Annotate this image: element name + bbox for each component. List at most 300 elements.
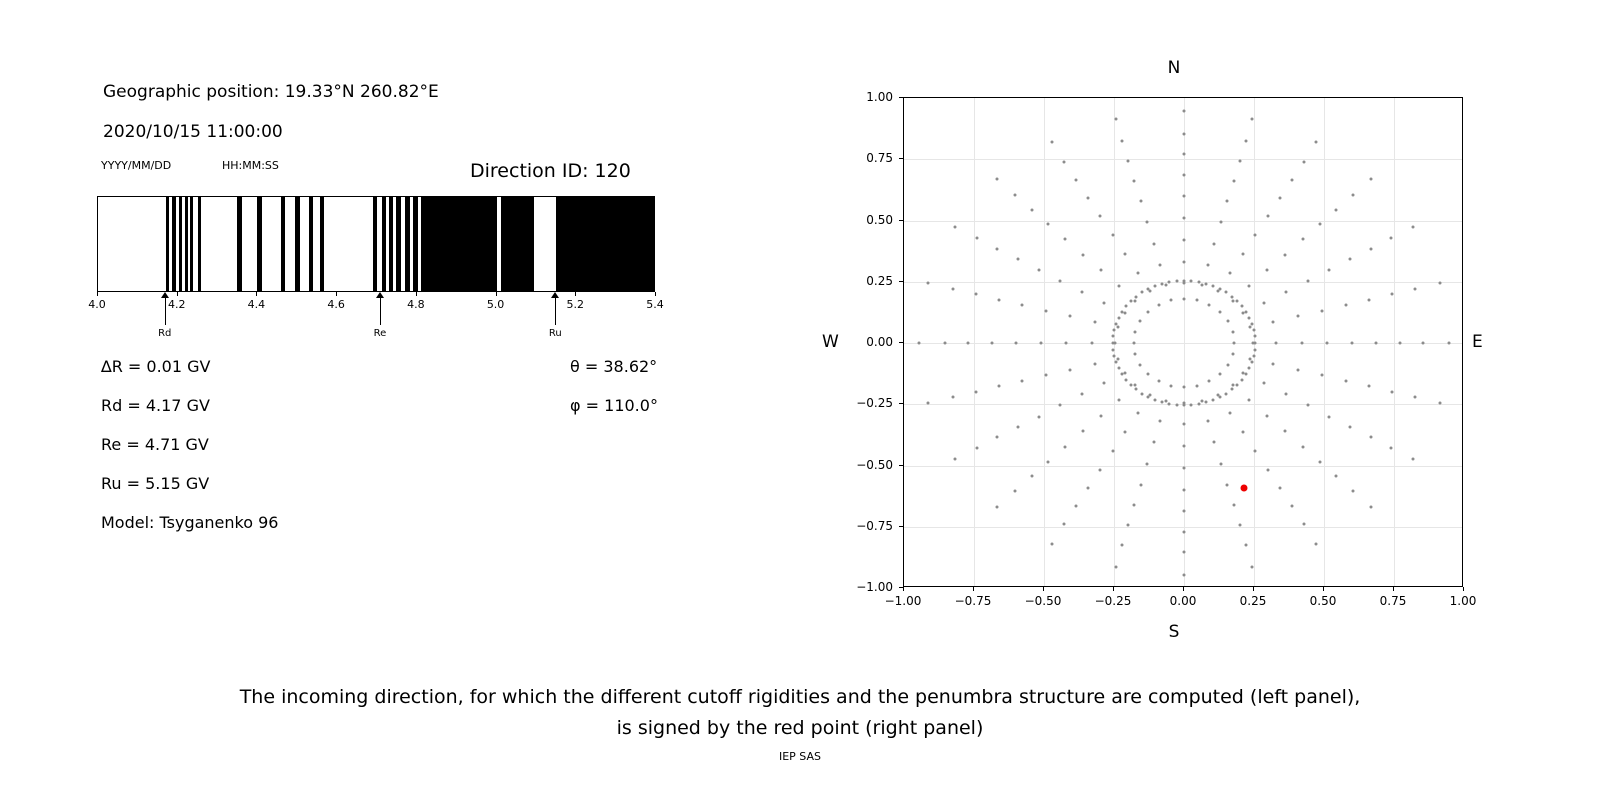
x-tick-mark (1253, 587, 1254, 591)
x-tick-mark (903, 587, 904, 591)
direction-dot (1111, 335, 1114, 338)
direction-dot (967, 342, 970, 345)
direction-dot (1284, 290, 1287, 293)
direction-dot (1438, 401, 1441, 404)
direction-dot (1412, 226, 1415, 229)
direction-dot (1081, 290, 1084, 293)
direction-dot (1020, 380, 1023, 383)
direction-dot (1196, 384, 1199, 387)
direction-dot (1183, 297, 1186, 300)
gridline-vertical (974, 98, 975, 586)
marker-line-re (380, 297, 381, 325)
direction-dot (1147, 373, 1150, 376)
direction-dot (1390, 237, 1393, 240)
direction-dot (1219, 462, 1222, 465)
forbidden-band (405, 197, 410, 291)
direction-dot (1139, 200, 1142, 203)
compass-east-label: E (1472, 332, 1483, 352)
direction-dot (1296, 368, 1299, 371)
direction-dot (1132, 342, 1135, 345)
direction-dot (1226, 364, 1229, 367)
direction-dot (1205, 282, 1208, 285)
direction-dot (1208, 380, 1211, 383)
direction-dot (1183, 530, 1186, 533)
direction-dot (1147, 310, 1150, 313)
stat-delta-r: ∆R = 0.01 GV (101, 357, 211, 376)
direction-dot (1231, 330, 1234, 333)
direction-dot (1183, 489, 1186, 492)
direction-dot (1121, 139, 1124, 142)
date-format-label: YYYY/MM/DD (101, 159, 172, 172)
direction-dot (1134, 353, 1137, 356)
direction-dot (1218, 373, 1221, 376)
time-format-label: HH:MM:SS (222, 159, 279, 172)
direction-dot (1159, 420, 1162, 423)
direction-dot (1240, 378, 1243, 381)
direction-dot (1183, 132, 1186, 135)
forbidden-band (389, 197, 393, 291)
direction-dot (1447, 342, 1450, 345)
direction-dot (1183, 404, 1186, 407)
direction-dot (1168, 280, 1171, 283)
forbidden-band (373, 197, 377, 291)
x-tick-label: −0.50 (1024, 594, 1062, 608)
direction-dot (1238, 524, 1241, 527)
direction-dot (1157, 380, 1160, 383)
direction-dot (1250, 322, 1253, 325)
direction-dot (1093, 362, 1096, 365)
direction-dot (1069, 368, 1072, 371)
direction-dot (1114, 342, 1117, 345)
direction-dot (1300, 342, 1303, 345)
caption-line-2: is signed by the red point (right panel) (616, 717, 984, 740)
x-tick-mark (1393, 587, 1394, 591)
direction-dot (1183, 551, 1186, 554)
direction-dot (1063, 160, 1066, 163)
penumbra-bar-chart (97, 196, 655, 292)
direction-dot (1102, 301, 1105, 304)
gridline-horizontal (904, 527, 1462, 528)
direction-dot (1301, 238, 1304, 241)
direction-dot (1267, 469, 1270, 472)
direction-dot (1206, 420, 1209, 423)
direction-dot (1200, 284, 1203, 287)
direction-dot (1169, 384, 1172, 387)
direction-dot (1117, 399, 1120, 402)
direction-dot (1412, 457, 1415, 460)
direction-dot (1236, 383, 1239, 386)
direction-dot (1116, 326, 1119, 329)
datetime-text: 2020/10/15 11:00:00 (103, 122, 283, 142)
y-tick-label: −0.75 (856, 518, 893, 533)
direction-dot (1267, 214, 1270, 217)
direction-dot (1301, 445, 1304, 448)
footer-text: IEP SAS (778, 750, 822, 763)
y-tick-label: 0.00 (866, 335, 893, 349)
y-tick-label: −0.50 (856, 457, 893, 472)
direction-dot (974, 390, 977, 393)
direction-dot (996, 247, 999, 250)
gridline-horizontal (904, 343, 1462, 344)
direction-dot (1113, 354, 1116, 357)
direction-dot (1414, 287, 1417, 290)
direction-dot (1047, 223, 1050, 226)
x-tick-mark (1183, 587, 1184, 591)
direction-dot (1263, 382, 1266, 385)
y-tick-label: 0.25 (866, 273, 893, 288)
y-tick-mark (899, 281, 903, 282)
direction-dot (1369, 436, 1372, 439)
direction-dot (1129, 383, 1132, 386)
direction-dot (1169, 299, 1172, 302)
direction-dot (1212, 399, 1215, 402)
direction-dot (1226, 200, 1229, 203)
direction-dot (1391, 390, 1394, 393)
direction-dot (1153, 284, 1156, 287)
forbidden-band (396, 197, 401, 291)
direction-dot (1102, 382, 1105, 385)
direction-dot (1252, 329, 1255, 332)
marker-label-re: Re (373, 328, 387, 339)
forbidden-band (413, 197, 418, 291)
direction-dot (1244, 544, 1247, 547)
figure-caption (0, 682, 1600, 745)
direction-dot (1391, 293, 1394, 296)
direction-dot (1212, 284, 1215, 287)
x-tick-mark (1113, 587, 1114, 591)
direction-dot (1134, 299, 1137, 302)
x-tick-mark (336, 292, 337, 296)
direction-dot (1244, 139, 1247, 142)
direction-dot (1224, 291, 1227, 294)
direction-dot (1398, 342, 1401, 345)
direction-dot (1335, 208, 1338, 211)
direction-dot (1254, 233, 1257, 236)
direction-dot (1030, 208, 1033, 211)
x-tick-mark (973, 587, 974, 591)
direction-dot (1087, 196, 1090, 199)
direction-dot (1224, 392, 1227, 395)
direction-dot (1183, 509, 1186, 512)
direction-dot (1352, 193, 1355, 196)
direction-dot (1302, 523, 1305, 526)
direction-dot (1205, 401, 1208, 404)
direction-dot (1183, 195, 1186, 198)
direction-dot (943, 342, 946, 345)
direction-dot (1152, 441, 1155, 444)
direction-dot (1121, 544, 1124, 547)
direction-dot (1249, 326, 1252, 329)
direction-dot (1266, 414, 1269, 417)
direction-dot (1183, 239, 1186, 242)
x-tick-label: −1.00 (884, 594, 922, 608)
direction-dot (1037, 268, 1040, 271)
direction-dot (1226, 319, 1229, 322)
x-tick-mark (1043, 587, 1044, 591)
direction-dot (1244, 310, 1247, 313)
direction-dot (1183, 217, 1186, 220)
direction-dot (991, 342, 994, 345)
direction-dot (1087, 487, 1090, 490)
direction-dot (1175, 279, 1178, 282)
y-tick-mark (899, 220, 903, 221)
direction-dot (1159, 263, 1162, 266)
direction-dot (1213, 242, 1216, 245)
direction-dot (1111, 233, 1114, 236)
gridline-horizontal (904, 221, 1462, 222)
direction-dot (1320, 374, 1323, 377)
direction-dot (1248, 399, 1251, 402)
direction-dot (1251, 118, 1254, 121)
direction-dot (927, 282, 930, 285)
direction-dot (1352, 490, 1355, 493)
direction-dot (1278, 196, 1281, 199)
direction-dot (1099, 269, 1102, 272)
direction-dot (1160, 401, 1163, 404)
direction-dot (1099, 214, 1102, 217)
direction-dot (1197, 403, 1200, 406)
direction-dot (1306, 404, 1309, 407)
direction-dot (1069, 315, 1072, 318)
direction-dot (1064, 238, 1067, 241)
direction-dot (1135, 388, 1138, 391)
compass-north-label: N (1167, 58, 1181, 78)
direction-dot (1248, 367, 1251, 370)
direction-dot (1090, 342, 1093, 345)
direction-dot (1121, 310, 1124, 313)
compass-south-label: S (1168, 622, 1180, 642)
direction-dot (1059, 404, 1062, 407)
direction-dot (1141, 392, 1144, 395)
direction-dot (1232, 179, 1235, 182)
direction-dot (1315, 141, 1318, 144)
x-tick-label: 0.25 (1239, 594, 1267, 608)
x-tick-mark (575, 292, 576, 296)
y-tick-label: 1.00 (866, 90, 893, 104)
forbidden-band (295, 197, 300, 291)
direction-dot (1065, 342, 1068, 345)
stat-model: Model: Tsyganenko 96 (101, 513, 279, 532)
direction-dot (953, 457, 956, 460)
direction-dot (1200, 399, 1203, 402)
direction-dot (1139, 483, 1142, 486)
direction-dot (1306, 279, 1309, 282)
direction-dot (1345, 303, 1348, 306)
y-tick-mark (899, 465, 903, 466)
direction-dot (1075, 178, 1078, 181)
y-tick-mark (899, 526, 903, 527)
forbidden-band (421, 197, 497, 291)
y-tick-mark (899, 403, 903, 404)
direction-dot (1114, 565, 1117, 568)
direction-dot (1315, 542, 1318, 545)
geographic-position-text: Geographic position: 19.33°N 260.82°E (103, 82, 439, 102)
direction-dot (1183, 153, 1186, 156)
direction-dot (1374, 342, 1377, 345)
direction-dot (1127, 524, 1130, 527)
x-tick-label: 5.0 (486, 298, 505, 311)
gridline-vertical (1394, 98, 1395, 586)
direction-dot (1368, 298, 1371, 301)
direction-dot (1233, 342, 1236, 345)
direction-dot (1345, 380, 1348, 383)
x-tick-mark (496, 292, 497, 296)
marker-line-rd (165, 297, 166, 325)
direction-dot (1099, 469, 1102, 472)
direction-dot (1125, 305, 1128, 308)
stat-theta: θ = 38.62° (570, 357, 658, 376)
y-tick-label: −1.00 (856, 580, 893, 594)
y-tick-mark (899, 97, 903, 98)
direction-dot (1325, 342, 1328, 345)
direction-dot (1045, 309, 1048, 312)
direction-dot (995, 505, 998, 508)
direction-dot (1037, 415, 1040, 418)
direction-dot (1183, 386, 1186, 389)
marker-label-rd: Rd (158, 328, 172, 339)
direction-dot (1063, 523, 1066, 526)
direction-dot (1183, 573, 1186, 576)
forbidden-band (257, 197, 262, 291)
direction-dot (1050, 141, 1053, 144)
direction-dot (1318, 460, 1321, 463)
left-panel (0, 0, 800, 660)
marker-arrow-re (376, 292, 384, 298)
direction-dot (1328, 268, 1331, 271)
direction-dot (1183, 110, 1186, 113)
direction-dot (1134, 330, 1137, 333)
direction-dot (1114, 118, 1117, 121)
direction-dot (1370, 505, 1373, 508)
direction-dot (1197, 280, 1200, 283)
direction-dot (1175, 404, 1178, 407)
direction-dot (1183, 444, 1186, 447)
direction-dot (1050, 542, 1053, 545)
direction-dot (1231, 353, 1234, 356)
direction-dot (974, 293, 977, 296)
direction-dot (1369, 247, 1372, 250)
forbidden-band (281, 197, 285, 291)
direction-dot (1232, 504, 1235, 507)
direction-dot (1013, 490, 1016, 493)
direction-dot (1081, 393, 1084, 396)
x-tick-mark (177, 292, 178, 296)
x-tick-mark (256, 292, 257, 296)
direction-dot (1157, 303, 1160, 306)
direction-dot (1248, 284, 1251, 287)
direction-dot (1302, 160, 1305, 163)
y-tick-mark (899, 158, 903, 159)
direction-dot (1111, 348, 1114, 351)
direction-dot (1208, 303, 1211, 306)
direction-dot (1422, 342, 1425, 345)
direction-dot (1160, 282, 1163, 285)
direction-dot (995, 178, 998, 181)
stat-phi: φ = 110.0° (570, 396, 658, 415)
forbidden-band (190, 197, 192, 291)
x-tick-label: 5.2 (566, 298, 585, 311)
direction-dot (1275, 342, 1278, 345)
direction-dot (996, 436, 999, 439)
marker-arrow-ru (551, 292, 559, 298)
direction-dot (1272, 362, 1275, 365)
direction-dot (1278, 487, 1281, 490)
x-tick-label: −0.75 (954, 594, 992, 608)
direction-dot (1263, 301, 1266, 304)
forbidden-band (172, 197, 176, 291)
direction-dot (1196, 299, 1199, 302)
marker-line-ru (555, 297, 556, 325)
direction-dot (1168, 403, 1171, 406)
direction-id-label: Direction ID: 120 (470, 160, 631, 182)
direction-dot (1229, 271, 1232, 274)
direction-dot (951, 287, 954, 290)
direction-dot (1320, 309, 1323, 312)
x-tick-label: 4.8 (407, 298, 425, 311)
direction-dot (1121, 373, 1124, 376)
direction-dot (1045, 374, 1048, 377)
direction-dot (1296, 315, 1299, 318)
compass-west-label: W (822, 332, 839, 352)
direction-dot (1318, 223, 1321, 226)
direction-dot (1183, 422, 1186, 425)
direction-dot (1016, 425, 1019, 428)
direction-dot (1218, 310, 1221, 313)
y-tick-label: −0.25 (856, 396, 893, 411)
x-tick-label: 0.00 (1169, 594, 1197, 608)
direction-dot (1231, 384, 1234, 387)
direction-dot (1147, 396, 1150, 399)
direction-dot (1013, 193, 1016, 196)
direction-dot (1226, 483, 1229, 486)
direction-dot (1116, 357, 1119, 360)
y-tick-mark (899, 342, 903, 343)
direction-dot (1248, 316, 1251, 319)
direction-dot (1165, 284, 1168, 287)
right-panel (800, 0, 1600, 660)
direction-dot (975, 237, 978, 240)
x-tick-label: 1.00 (1449, 594, 1477, 608)
x-tick-mark (97, 292, 98, 296)
direction-dot (1190, 279, 1193, 282)
forbidden-band (501, 197, 535, 291)
direction-dot (1328, 415, 1331, 418)
stat-ru: Ru = 5.15 GV (101, 474, 210, 493)
direction-dot (1183, 279, 1186, 282)
direction-dot (1283, 430, 1286, 433)
direction-dot (1254, 342, 1257, 345)
direction-dot (1290, 178, 1293, 181)
direction-dot (1136, 271, 1139, 274)
direction-dot (1241, 252, 1244, 255)
gridline-vertical (1184, 98, 1185, 586)
forbidden-band (382, 197, 386, 291)
direction-dot (1183, 466, 1186, 469)
direction-dot (1390, 446, 1393, 449)
forbidden-band (309, 197, 313, 291)
direction-dot (1252, 354, 1255, 357)
direction-dot (1147, 287, 1150, 290)
direction-dot (1115, 322, 1118, 325)
direction-dot (1139, 319, 1142, 322)
direction-dot (1230, 388, 1233, 391)
x-tick-mark (1323, 587, 1324, 591)
x-tick-label: 5.4 (646, 298, 664, 311)
direction-dot (1438, 282, 1441, 285)
direction-dot (1238, 159, 1241, 162)
direction-dot (1139, 364, 1142, 367)
direction-dot (1030, 475, 1033, 478)
